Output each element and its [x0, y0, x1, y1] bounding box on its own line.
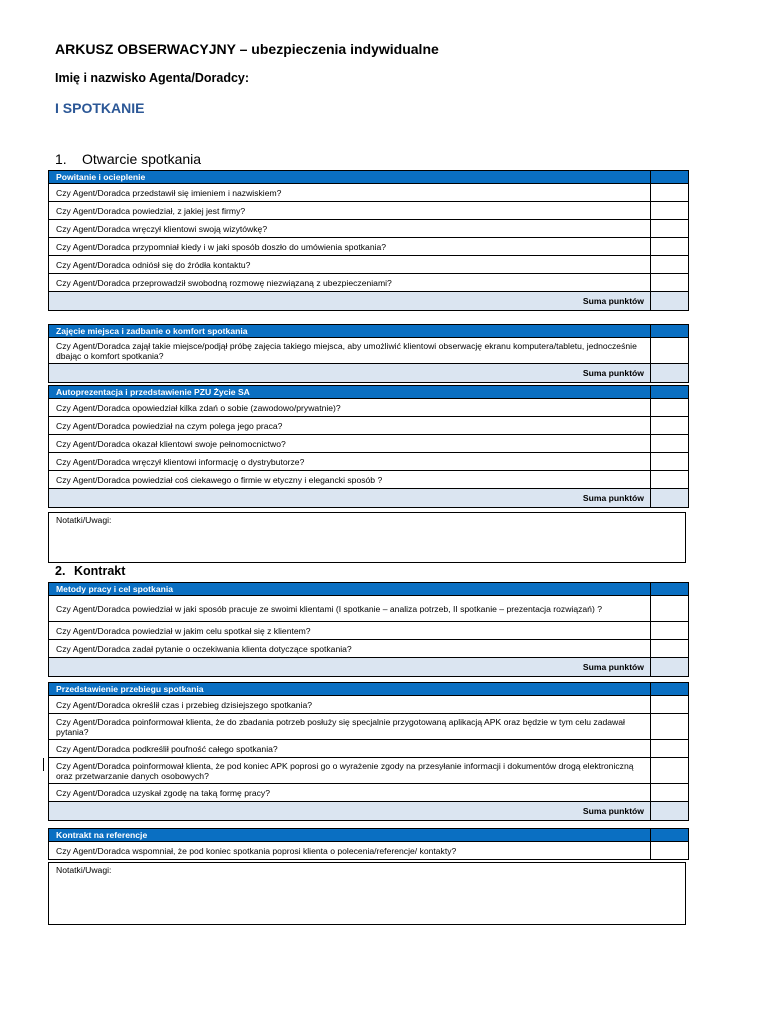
question-text: Czy Agent/Doradca poinformował klienta, że do zbadania potrzeb posłuży się specjalnie przygotowaną aplikacją APK oraz będzie w tym celu zadawał pytania? — [49, 714, 651, 740]
agent-name-label: Imię i nazwisko Agenta/Doradcy: — [55, 71, 250, 85]
question-text: Czy Agent/Doradca powiedział, z jakiej jest firmy? — [49, 202, 651, 220]
group-header: Przedstawienie przebiegu spotkania — [49, 683, 651, 696]
group-header: Powitanie i ocieplenie — [49, 171, 651, 184]
score-cell[interactable] — [651, 202, 689, 220]
question-text: Czy Agent/Doradca powiedział na czym polega jego praca? — [49, 417, 651, 435]
question-text: Czy Agent/Doradca powiedział w jaki sposób pracuje ze swoimi klientami (I spotkanie – analiza potrzeb, II spotkanie – prezentacja rozwiązań) ? — [49, 596, 651, 622]
group-header: Kontrakt na referencje — [49, 829, 651, 842]
score-cell[interactable] — [651, 238, 689, 256]
score-cell[interactable] — [651, 784, 689, 802]
group-header: Metody pracy i cel spotkania — [49, 583, 651, 596]
score-cell[interactable] — [651, 842, 689, 860]
question-text: Czy Agent/Doradca powiedział w jakim celu spotkał się z klientem? — [49, 622, 651, 640]
question-text: Czy Agent/Doradca określił czas i przebieg dzisiejszego spotkania? — [49, 696, 651, 714]
score-cell[interactable] — [651, 714, 689, 740]
table-self-presentation — [48, 385, 689, 508]
score-cell[interactable] — [651, 696, 689, 714]
section-2-number: 2. — [55, 564, 66, 578]
question-text: Czy Agent/Doradca wręczył klientowi informację o dystrybutorze? — [49, 453, 651, 471]
question-text: Czy Agent/Doradca okazał klientowi swoje pełnomocnictwo? — [49, 435, 651, 453]
score-cell[interactable] — [651, 596, 689, 622]
score-cell[interactable] — [651, 622, 689, 640]
score-cell[interactable] — [651, 640, 689, 658]
question-text: Czy Agent/Doradca przypomniał kiedy i w jaki sposób doszło do umówienia spotkania? — [49, 238, 651, 256]
section-2-title: Kontrakt — [74, 564, 126, 578]
sum-score-cell[interactable] — [651, 802, 689, 821]
score-cell[interactable] — [651, 274, 689, 292]
document-title: ARKUSZ OBSERWACYJNY – ubezpieczenia indywidualne — [55, 41, 439, 57]
sum-label: Suma punktów — [49, 364, 651, 383]
sum-score-cell[interactable] — [651, 292, 689, 311]
question-text: Czy Agent/Doradca zajął takie miejsce/podjął próbę zajęcia takiego miejsca, aby umożliwić klientowi obserwację ekranu komputera/tabletu, jednocześnie dbając o komfort spotkania? — [49, 338, 651, 364]
group-header: Zajęcie miejsca i zadbanie o komfort spotkania — [49, 325, 651, 338]
score-cell[interactable] — [651, 338, 689, 364]
score-cell[interactable] — [651, 220, 689, 238]
table-referrals — [48, 828, 689, 860]
score-cell[interactable] — [651, 435, 689, 453]
score-cell[interactable] — [651, 453, 689, 471]
sum-label: Suma punktów — [49, 658, 651, 677]
question-text: Czy Agent/Doradca przeprowadził swobodną rozmowę niezwiązaną z ubezpieczeniami? — [49, 274, 651, 292]
sum-score-cell[interactable] — [651, 364, 689, 383]
sum-label: Suma punktów — [49, 292, 651, 311]
notes-box[interactable] — [48, 862, 686, 925]
question-text: Czy Agent/Doradca powiedział coś ciekawego o firmie w etyczny i elegancki sposób ? — [49, 471, 651, 489]
meeting-heading: I SPOTKANIE — [55, 100, 145, 116]
section-1-title: Otwarcie spotkania — [82, 151, 202, 167]
notes-label: Notatki/Uwagi: — [56, 515, 112, 525]
question-text: Czy Agent/Doradca uzyskał zgodę na taką formę pracy? — [49, 784, 651, 802]
question-text: Czy Agent/Doradca poinformował klienta, że pod koniec APK poprosi go o wyrażenie zgody na przesyłanie informacji i dokumentów drogą elektroniczną oraz przetwarzanie danych osobowych? — [49, 758, 651, 784]
question-text: Czy Agent/Doradca odniósł się do źródła kontaktu? — [49, 256, 651, 274]
score-cell[interactable] — [651, 471, 689, 489]
score-cell[interactable] — [651, 740, 689, 758]
text-cursor — [43, 758, 44, 771]
question-text: Czy Agent/Doradca zadał pytanie o oczekiwania klienta dotyczące spotkania? — [49, 640, 651, 658]
sum-label: Suma punktów — [49, 489, 651, 508]
section-1-heading — [55, 151, 201, 167]
question-text: Czy Agent/Doradca opowiedział kilka zdań o sobie (zawodowo/prywatnie)? — [49, 399, 651, 417]
question-text: Czy Agent/Doradca wspomniał, że pod koniec spotkania poprosi klienta o polecenia/referencje/ kontakty? — [49, 842, 651, 860]
sum-label: Suma punktów — [49, 802, 651, 821]
table-meeting-course — [48, 682, 689, 821]
section-1-number: 1. — [55, 151, 67, 167]
table-seating — [48, 324, 689, 383]
score-cell[interactable] — [651, 758, 689, 784]
score-cell[interactable] — [651, 399, 689, 417]
table-work-methods — [48, 582, 689, 677]
score-cell[interactable] — [651, 256, 689, 274]
question-text: Czy Agent/Doradca przedstawił się imieniem i nazwiskiem? — [49, 184, 651, 202]
notes-box[interactable] — [48, 512, 686, 563]
sum-score-cell[interactable] — [651, 489, 689, 508]
table-greeting — [48, 170, 689, 311]
sum-score-cell[interactable] — [651, 658, 689, 677]
question-text: Czy Agent/Doradca podkreślił poufność całego spotkania? — [49, 740, 651, 758]
score-cell[interactable] — [651, 417, 689, 435]
section-2-heading — [55, 564, 125, 578]
question-text: Czy Agent/Doradca wręczył klientowi swoją wizytówkę? — [49, 220, 651, 238]
score-cell[interactable] — [651, 184, 689, 202]
notes-label: Notatki/Uwagi: — [56, 865, 112, 875]
group-header: Autoprezentacja i przedstawienie PZU Życie SA — [49, 386, 651, 399]
